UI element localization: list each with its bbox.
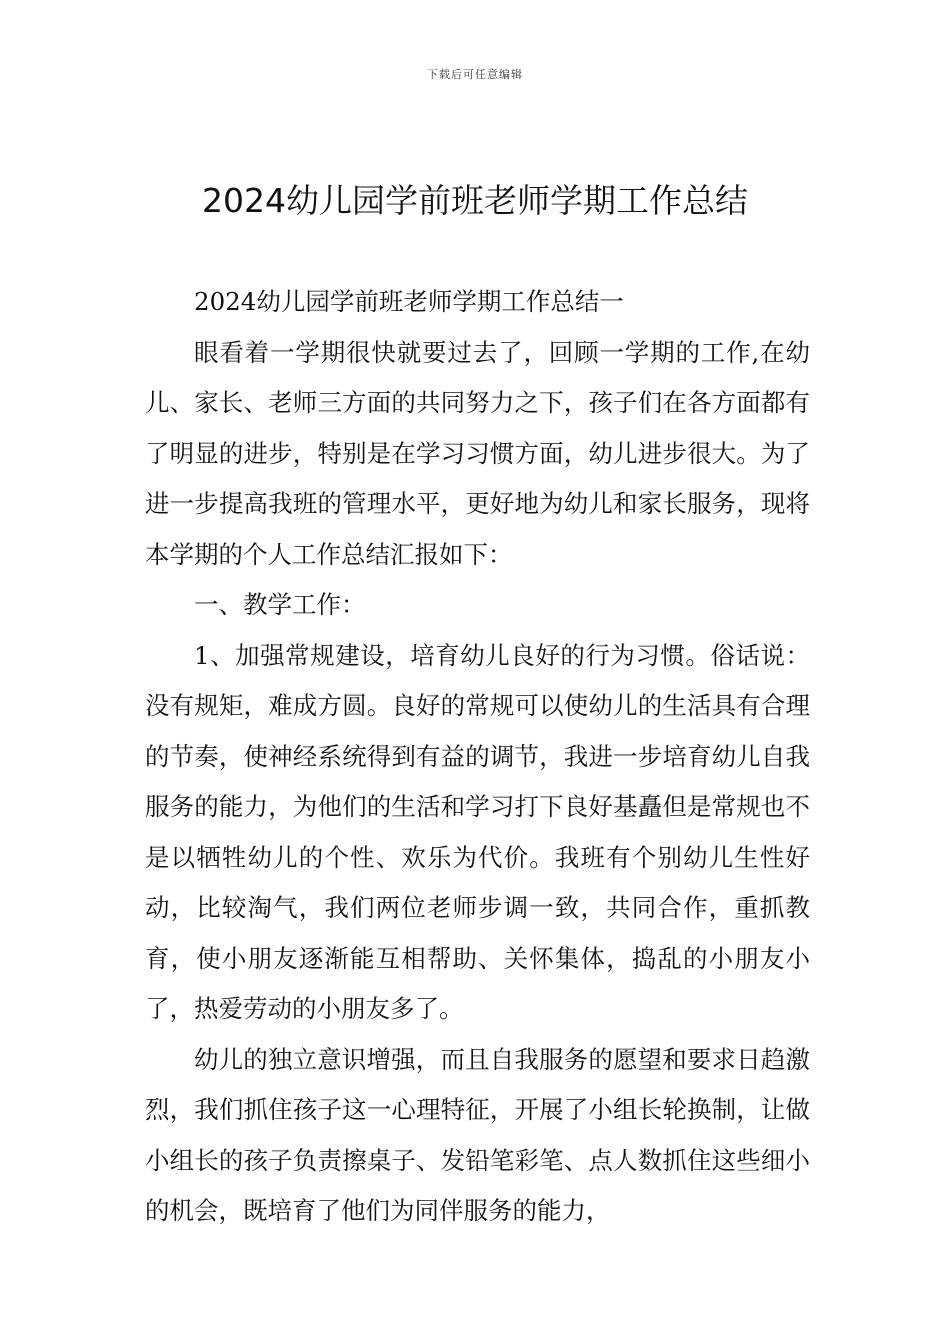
header-note: 下载后可任意编辑 [427,68,523,81]
body-paragraph: 1、加强常规建设，培育幼儿良好的行为习惯。俗话说：没有规矩，难成方圆。良好的常规可以使幼儿的生活具有合理的节奏，使神经系统得到有益的调节，我进一步培育幼儿自我服务的能力，为他们的生活和学习打下良好基矗但是常规也不是以牺牲幼儿的个性、欢乐为代价。我班有个别幼儿生性好动，比较淘气，我们两位老师步调一致，共同合作，重抓教育，使小朋友逐渐能互相帮助、关怀集体，捣乱的小朋友小了，热爱劳动的小朋友多了。 [145,640,810,1023]
section-heading: 2024幼儿园学前班老师学期工作总结一 [194,287,624,316]
body-paragraph: 幼儿的独立意识增强，而且自我服务的愿望和要求日趋激烈，我们抓住孩子这一心理特征，开展了小组长轮换制，让做小组长的孩子负责擦桌子、发铅笔彩笔、点人数抓住这些细小的机会，既培育了他们为同伴服务的能力， [145,1044,810,1225]
document-body [145,277,810,1237]
body-paragraph: 眼看着一学期很快就要过去了，回顾一学期的工作,在幼儿、家长、老师三方面的共同努力之下，孩子们在各方面都有了明显的进步，特别是在学习习惯方面，幼儿进步很大。为了进一步提高我班的管理水平，更好地为幼儿和家长服务，现将本学期的个人工作总结汇报如下： [145,337,810,569]
document-title: 2024幼儿园学前班老师学期工作总结 [202,181,748,220]
section-heading: 一、教学工作： [194,590,366,619]
